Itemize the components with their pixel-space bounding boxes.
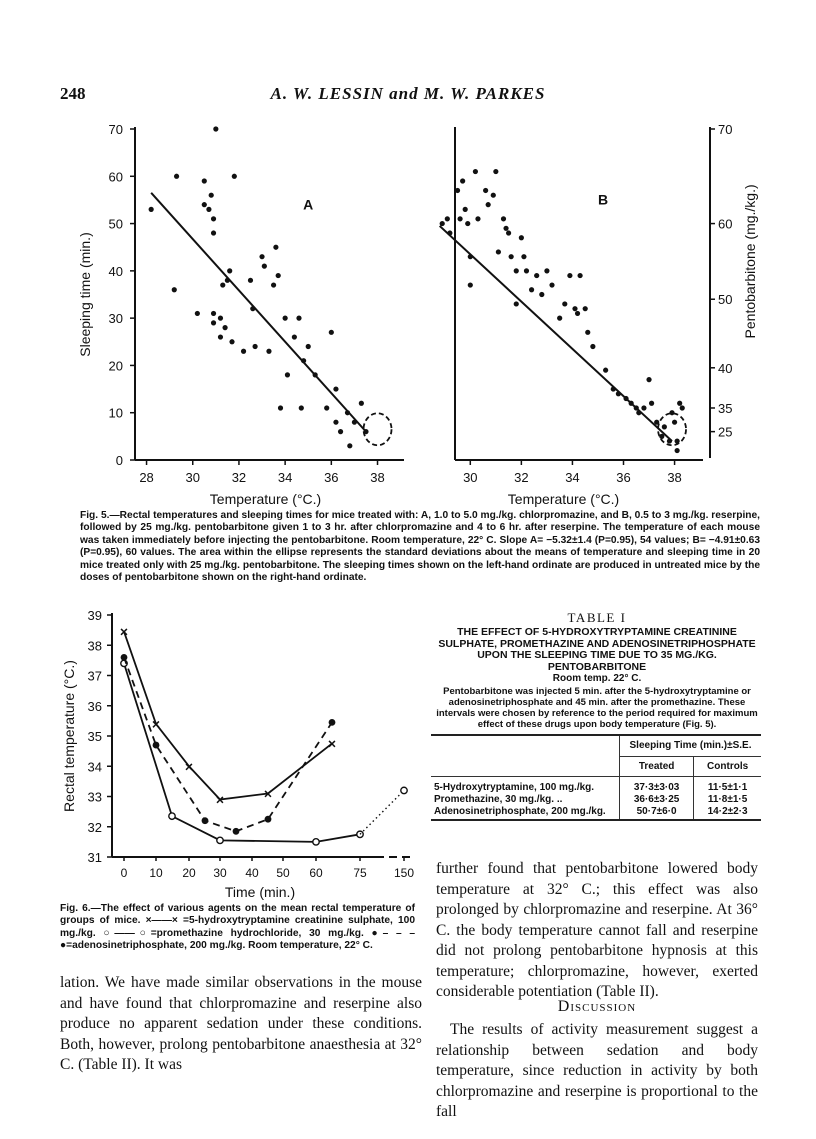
data-point	[529, 287, 534, 292]
x-tick-label: 38	[370, 470, 385, 485]
y-tick-label: 36	[87, 698, 102, 714]
data-point	[211, 311, 216, 316]
y-tick-label: 33	[87, 789, 102, 805]
y-tick-label: 0	[115, 453, 123, 468]
data-point	[680, 405, 685, 410]
marker-cross: ×	[184, 758, 194, 775]
data-point	[468, 254, 473, 259]
marker-cross: ×	[215, 791, 225, 808]
data-point	[222, 325, 227, 330]
x-tick-label: 30	[463, 470, 478, 485]
data-point	[248, 278, 253, 283]
data-point	[195, 311, 200, 316]
data-point	[475, 216, 480, 221]
marker-filled-circle	[265, 816, 272, 823]
right-axis-label: Pentobarbitone (mg./kg.)	[742, 184, 758, 339]
data-point	[262, 264, 267, 269]
data-point	[603, 368, 608, 373]
x-tick-label: 30	[213, 866, 227, 880]
panel-label: A	[303, 196, 314, 213]
data-point	[572, 306, 577, 311]
data-point	[206, 207, 211, 212]
panel-label: B	[598, 191, 609, 208]
y-tick-label: 38	[87, 638, 102, 654]
data-point	[345, 410, 350, 415]
marker-cross: ×	[327, 735, 337, 752]
y-tick-label: 35	[87, 729, 102, 744]
data-point	[677, 401, 682, 406]
data-point	[352, 420, 357, 425]
table-note: Pentobarbitone was injected 5 min. after the 5-hydroxytryptamine or adenosinetriphosphate and 45 min. after the promethazine. These intervals were chosen by reference to the period required for maximum effect of these drugs upon body temperature (Fig. 5).	[436, 686, 758, 730]
data-point	[519, 235, 524, 240]
data-point	[306, 344, 311, 349]
marker-filled-circle	[153, 742, 160, 749]
data-point	[209, 193, 214, 198]
y-axis-label: Rectal temperature (°C.)	[61, 660, 77, 812]
data-point	[202, 202, 207, 207]
data-point	[524, 268, 529, 273]
data-point	[229, 339, 234, 344]
table-row	[431, 805, 761, 820]
table-row	[431, 777, 761, 794]
data-point	[447, 230, 452, 235]
data-point	[575, 311, 580, 316]
data-point	[213, 126, 218, 131]
table-row	[431, 793, 761, 805]
marker-open-circle	[313, 839, 319, 845]
data-point	[276, 273, 281, 278]
data-point	[347, 443, 352, 448]
x-tick-label: 10	[149, 866, 163, 880]
regression-line	[151, 193, 366, 432]
data-point	[646, 377, 651, 382]
figure-5b-plot	[440, 122, 758, 507]
table-col-treated: Treated	[620, 756, 694, 777]
data-point	[457, 216, 462, 221]
data-point	[283, 316, 288, 321]
data-point	[218, 316, 223, 321]
data-point	[611, 386, 616, 391]
x-tick-label: 34	[565, 470, 580, 485]
y-axis-label: Sleeping time (min.)	[77, 232, 93, 357]
data-table	[431, 734, 761, 821]
data-point	[583, 306, 588, 311]
data-point	[359, 401, 364, 406]
data-point	[483, 188, 488, 193]
y-tick-label: 70	[108, 122, 123, 137]
marker-cross: ×	[119, 623, 129, 640]
data-point	[463, 207, 468, 212]
x-tick-label: 32	[231, 470, 247, 485]
figure-5a-scatter	[70, 115, 415, 510]
right-tick-label: 25	[718, 424, 733, 440]
table-cell-drug: Promethazine, 30 mg./kg. ..	[434, 793, 563, 805]
data-point	[313, 372, 318, 377]
data-point	[333, 420, 338, 425]
data-point	[299, 405, 304, 410]
data-point	[557, 316, 562, 321]
x-tick-label: 150	[393, 866, 415, 880]
data-point	[445, 216, 450, 221]
data-point	[468, 282, 473, 287]
data-point	[649, 401, 654, 406]
y-tick-label: 39	[87, 608, 102, 623]
marker-open-circle	[169, 813, 175, 819]
data-point	[636, 410, 641, 415]
data-point	[496, 249, 501, 254]
data-point	[266, 349, 271, 354]
table-cell-treated: 37·3±3·03	[620, 777, 694, 794]
page-number: 248	[60, 84, 86, 103]
data-point	[506, 230, 511, 235]
data-point	[271, 282, 276, 287]
marker-filled-circle	[233, 828, 240, 835]
data-point	[440, 221, 445, 226]
right-tick-label: 40	[718, 360, 733, 376]
data-point	[514, 268, 519, 273]
marker-filled-circle	[121, 654, 128, 661]
data-point	[250, 306, 255, 311]
data-point	[211, 216, 216, 221]
table-room-temp: Room temp. 22° C.	[552, 673, 642, 684]
table-title: THE EFFECT OF 5-HYDROXYTRYPTAMINE CREATININE SULPHATE, PROMETHAZINE AND ADENOSINETRIPHOSPHATE UPON THE SLEEPING TIME DUE TO 35 MG./KG. PENTOBARBITONE	[438, 626, 756, 673]
data-point	[333, 386, 338, 391]
figure-5b-scatter	[420, 115, 780, 510]
data-point	[486, 202, 491, 207]
data-point	[220, 282, 225, 287]
data-point	[273, 245, 278, 250]
data-point	[641, 405, 646, 410]
x-axis-label: Time (min.)	[224, 884, 296, 900]
data-point	[225, 278, 230, 283]
data-point	[509, 254, 514, 259]
data-point	[667, 438, 672, 443]
y-tick-label: 32	[87, 819, 102, 835]
data-point	[562, 301, 567, 306]
marker-filled-circle	[329, 719, 336, 726]
data-point	[539, 292, 544, 297]
data-point	[501, 216, 506, 221]
body-text-right-top: further found that pentobarbitone lowered body temperature at 32° C.; this effect was also prolonged by chlorpromazine and reserpine. At 36° C. the body temperature cannot fall and reserpine did not prolong pentobarbitone hypnosis at this temperature; chlorpromazine, however, exerted considerable potentiation (Table II).	[436, 860, 758, 1000]
data-point	[241, 349, 246, 354]
right-tick-label: 60	[718, 216, 733, 232]
y-tick-label: 10	[108, 405, 123, 421]
data-point	[503, 226, 508, 231]
figure-5-caption: Fig. 5.—Rectal temperatures and sleeping times for mice treated with: A, 1.0 to 5.0 mg./kg. chlorpromazine, and B, 0.5 to 3 mg./kg. reserpine, followed by 25 mg./kg. pentobarbitone given 1 to 3 hr. after chlorpromazine and 4 to 6 hr. after reserpine. The temperature of each mouse was taken immediately before injecting the pentobarbitone. Room temperature, 22° C. Slope A= −5.32±1.4 (P=0.95), 54 values; B= −4.91±0.63 (P=0.95), 60 values. The area within the ellipse represents the standard deviations about the means of temperature and sleeping time in 20 mice treated only with 25 mg./kg. pentobarbitone. The sleeping times shown on the left-hand ordinate are produced in untreated mice by the doses of pentobarbitone shown on the right-hand ordinate.	[80, 510, 760, 584]
data-point	[292, 334, 297, 339]
marker-open-circle	[401, 787, 407, 793]
data-point	[455, 188, 460, 193]
x-tick-label: 28	[139, 470, 154, 485]
data-point	[567, 273, 572, 278]
data-point	[259, 254, 264, 259]
data-point	[514, 301, 519, 306]
x-tick-label: 75	[353, 866, 367, 880]
y-tick-label: 40	[108, 263, 123, 279]
data-point	[534, 273, 539, 278]
table-cell-controls: 11·8±1·5	[694, 793, 761, 805]
data-point	[301, 358, 306, 363]
table-col-controls: Controls	[694, 756, 761, 777]
figure-5a-plot	[77, 122, 404, 507]
data-point	[662, 424, 667, 429]
x-tick-label: 0	[120, 866, 128, 880]
data-point	[634, 405, 639, 410]
data-point	[296, 316, 301, 321]
data-point	[324, 405, 329, 410]
marker-open-circle	[217, 837, 223, 843]
y-tick-label: 37	[87, 668, 102, 684]
figure-6-line-chart	[60, 605, 430, 900]
table-cell-controls: 14·2±2·3	[694, 805, 761, 820]
data-point	[577, 273, 582, 278]
data-point	[338, 429, 343, 434]
data-point	[232, 174, 237, 179]
x-axis-label: Temperature (°C.)	[209, 491, 322, 507]
data-point	[460, 178, 465, 183]
x-tick-label: 36	[324, 470, 339, 485]
data-point	[473, 169, 478, 174]
data-point	[623, 396, 628, 401]
data-point	[329, 330, 334, 335]
data-point	[465, 221, 470, 226]
y-tick-label: 30	[108, 311, 123, 327]
y-tick-label: 31	[87, 850, 102, 865]
x-tick-label: 30	[185, 470, 200, 485]
x-tick-label: 32	[514, 470, 529, 485]
table-group-header: Sleeping Time (min.)±S.E.	[620, 735, 762, 756]
marker-filled-circle	[202, 817, 209, 824]
data-point	[493, 169, 498, 174]
data-point	[218, 334, 223, 339]
section-heading-discussion: Discussion	[557, 998, 637, 1015]
table-cell-drug: 5-Hydroxytryptamine, 100 mg./kg.	[434, 781, 595, 793]
marker-cross: ×	[263, 785, 273, 802]
data-point	[149, 207, 154, 212]
right-tick-label: 35	[718, 400, 733, 416]
data-point	[227, 268, 232, 273]
x-tick-label: 50	[276, 866, 290, 880]
x-tick-label: 20	[182, 866, 196, 880]
data-point	[491, 193, 496, 198]
data-point	[585, 330, 590, 335]
x-tick-label: 36	[616, 470, 631, 485]
y-tick-label: 50	[108, 216, 123, 232]
running-head: A. W. LESSIN and M. W. PARKES	[270, 84, 546, 103]
data-point	[590, 344, 595, 349]
figure-6-caption: Fig. 6.—The effect of various agents on the mean rectal temperature of groups of mice. ×——× =5-hydroxytryptamine creatinine sulphate, 100 mg./kg. ○——○=promethazine hydrochloride, 30 mg./kg. ●– – –●=adenosinetriphosphate, 200 mg./kg. Room temperature, 22° C.	[60, 903, 415, 952]
x-axis-label: Temperature (°C.)	[507, 491, 620, 507]
data-point	[672, 420, 677, 425]
series-line	[124, 663, 360, 841]
data-point	[285, 372, 290, 377]
x-tick-label: 34	[277, 470, 293, 485]
data-point	[544, 268, 549, 273]
table-label: TABLE I	[567, 610, 627, 625]
data-point	[521, 254, 526, 259]
table-cell-drug: Adenosinetriphosphate, 200 mg./kg.	[431, 805, 620, 820]
body-text-left: lation. We have made similar observations in the mouse and have found that chlorpromazine and reserpine also produce no apparent sedation under these conditions. Both, however, prolong pentobarbitone anaesthesia at 32° C. (Table II). It was	[60, 974, 422, 1073]
data-point	[549, 282, 554, 287]
data-point	[616, 391, 621, 396]
table-cell-treated: 50·7±6·0	[620, 805, 694, 820]
y-tick-label: 34	[87, 759, 102, 775]
series-line	[360, 790, 404, 834]
right-tick-label: 70	[718, 122, 733, 137]
data-point	[253, 344, 258, 349]
x-tick-label: 60	[309, 866, 323, 880]
y-tick-label: 20	[108, 358, 123, 374]
data-point	[172, 287, 177, 292]
body-text-right-bottom: The results of activity measurement suggest a relationship between sedation and body temperature, since reduction in activity by both chlorpromazine and reserpine is proportional to the fall	[436, 1021, 758, 1120]
sd-ellipse	[364, 413, 392, 445]
data-point	[202, 178, 207, 183]
figure-6-plot	[61, 608, 414, 900]
x-tick-label: 38	[667, 470, 682, 485]
data-point	[278, 405, 283, 410]
data-point	[659, 434, 664, 439]
data-point	[211, 230, 216, 235]
marker-cross: ×	[151, 715, 161, 732]
data-point	[629, 401, 634, 406]
data-point	[211, 320, 216, 325]
data-point	[675, 438, 680, 443]
x-tick-label: 40	[245, 866, 259, 880]
data-point	[174, 174, 179, 179]
table-cell-controls: 11·5±1·1	[694, 777, 761, 794]
y-tick-label: 60	[108, 169, 123, 185]
data-point	[675, 448, 680, 453]
table-cell-treated: 36·6±3·25	[620, 793, 694, 805]
right-tick-label: 50	[718, 292, 733, 308]
